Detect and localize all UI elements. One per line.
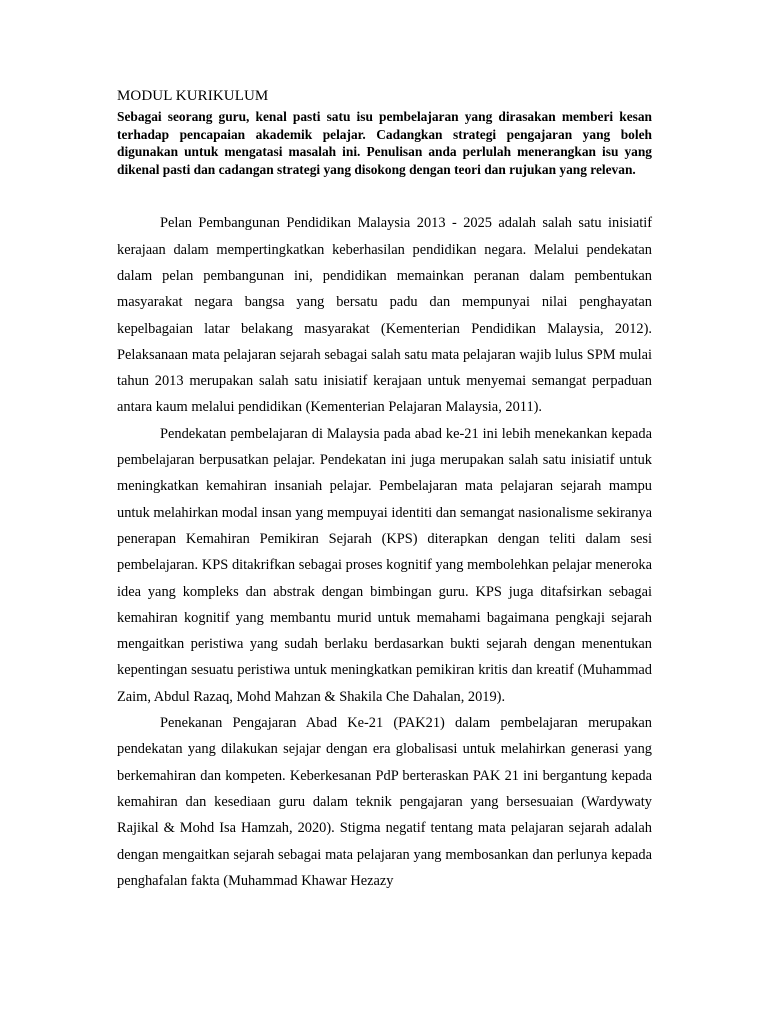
paragraph-3: Penekanan Pengajaran Abad Ke-21 (PAK21) dalam pembelajaran merupakan pendekatan yang dilakukan sejajar dengan era globalisasi untuk melahirkan generasi yang berkemahiran dan kompeten. Keberkesanan PdP berteraskan PAK 21 ini bergantung kepada kemahiran dan kesediaan guru dalam teknik pengajaran yang bersesuaian (Wardywaty Rajikal & Mohd Isa Hamzah, 2020). Stigma negatif tentang mata pelajaran sejarah adalah dengan mengaitkan sejarah sebagai mata pelajaran yang membosankan dan perlunya kepada penghafalan fakta (Muhammad Khawar Hezazy <box>117 715 652 889</box>
document-title: MODUL KURIKULUM <box>117 88 269 104</box>
assignment-question: Sebagai seorang guru, kenal pasti satu isu pembelajaran yang dirasakan memberi kesan terhadap pencapaian akademik pelajar. Cadangkan strategi pengajaran yang boleh digunakan untuk mengatasi masalah ini. Penulisan anda perlulah menerangkan isu yang dikenal pasti dan cadangan strategi yang disokong dengan teori dan rujukan yang relevan. <box>117 109 652 177</box>
paragraph-2: Pendekatan pembelajaran di Malaysia pada abad ke-21 ini lebih menekankan kepada pembelajaran berpusatkan pelajar. Pendekatan ini juga merupakan salah satu inisiatif untuk meningkatkan kemahiran insaniah pelajar. Pembelajaran mata pelajaran sejarah mampu untuk melahirkan modal insan yang mempuyai identiti dan semangat nasionalisme sekiranya penerapan Kemahiran Pemikiran Sejarah (KPS) diterapkan dengan teliti dalam sesi pembelajaran. KPS ditakrifkan sebagai proses kognitif yang membolehkan pelajar meneroka idea yang kompleks dan abstrak dengan bimbingan guru. KPS juga ditafsirkan sebagai kemahiran kognitif yang membantu murid untuk memahami bagaimana pengkaji sejarah mengaitkan peristiwa yang sudah berlaku berdasarkan bukti sejarah dengan menentukan kepentingan sesuatu peristiwa untuk meningkatkan pemikiran kritis dan kreatif (Muhammad Zaim, Abdul Razaq, Mohd Mahzan & Shakila Che Dahalan, 2019). <box>117 425 652 705</box>
document-content <box>117 86 652 894</box>
document-body <box>117 210 652 894</box>
paragraph-1: Pelan Pembangunan Pendidikan Malaysia 2013 - 2025 adalah salah satu inisiatif kerajaan dalam mempertingkatkan keberhasilan pendidikan negara. Melalui pendekatan dalam pelan pembangunan ini, pendidikan memainkan peranan dalam pembentukan masyarakat negara bangsa yang bersatu padu dan mempunyai nilai penghayatan kepelbagaian latar belakang masyarakat (Kementerian Pendidikan Malaysia, 2012). Pelaksanaan mata pelajaran sejarah sebagai salah satu mata pelajaran wajib lulus SPM mulai tahun 2013 merupakan salah satu inisiatif kerajaan untuk menyemai semangat perpaduan antara kaum melalui pendidikan (Kementerian Pelajaran Malaysia, 2011). <box>117 215 652 416</box>
